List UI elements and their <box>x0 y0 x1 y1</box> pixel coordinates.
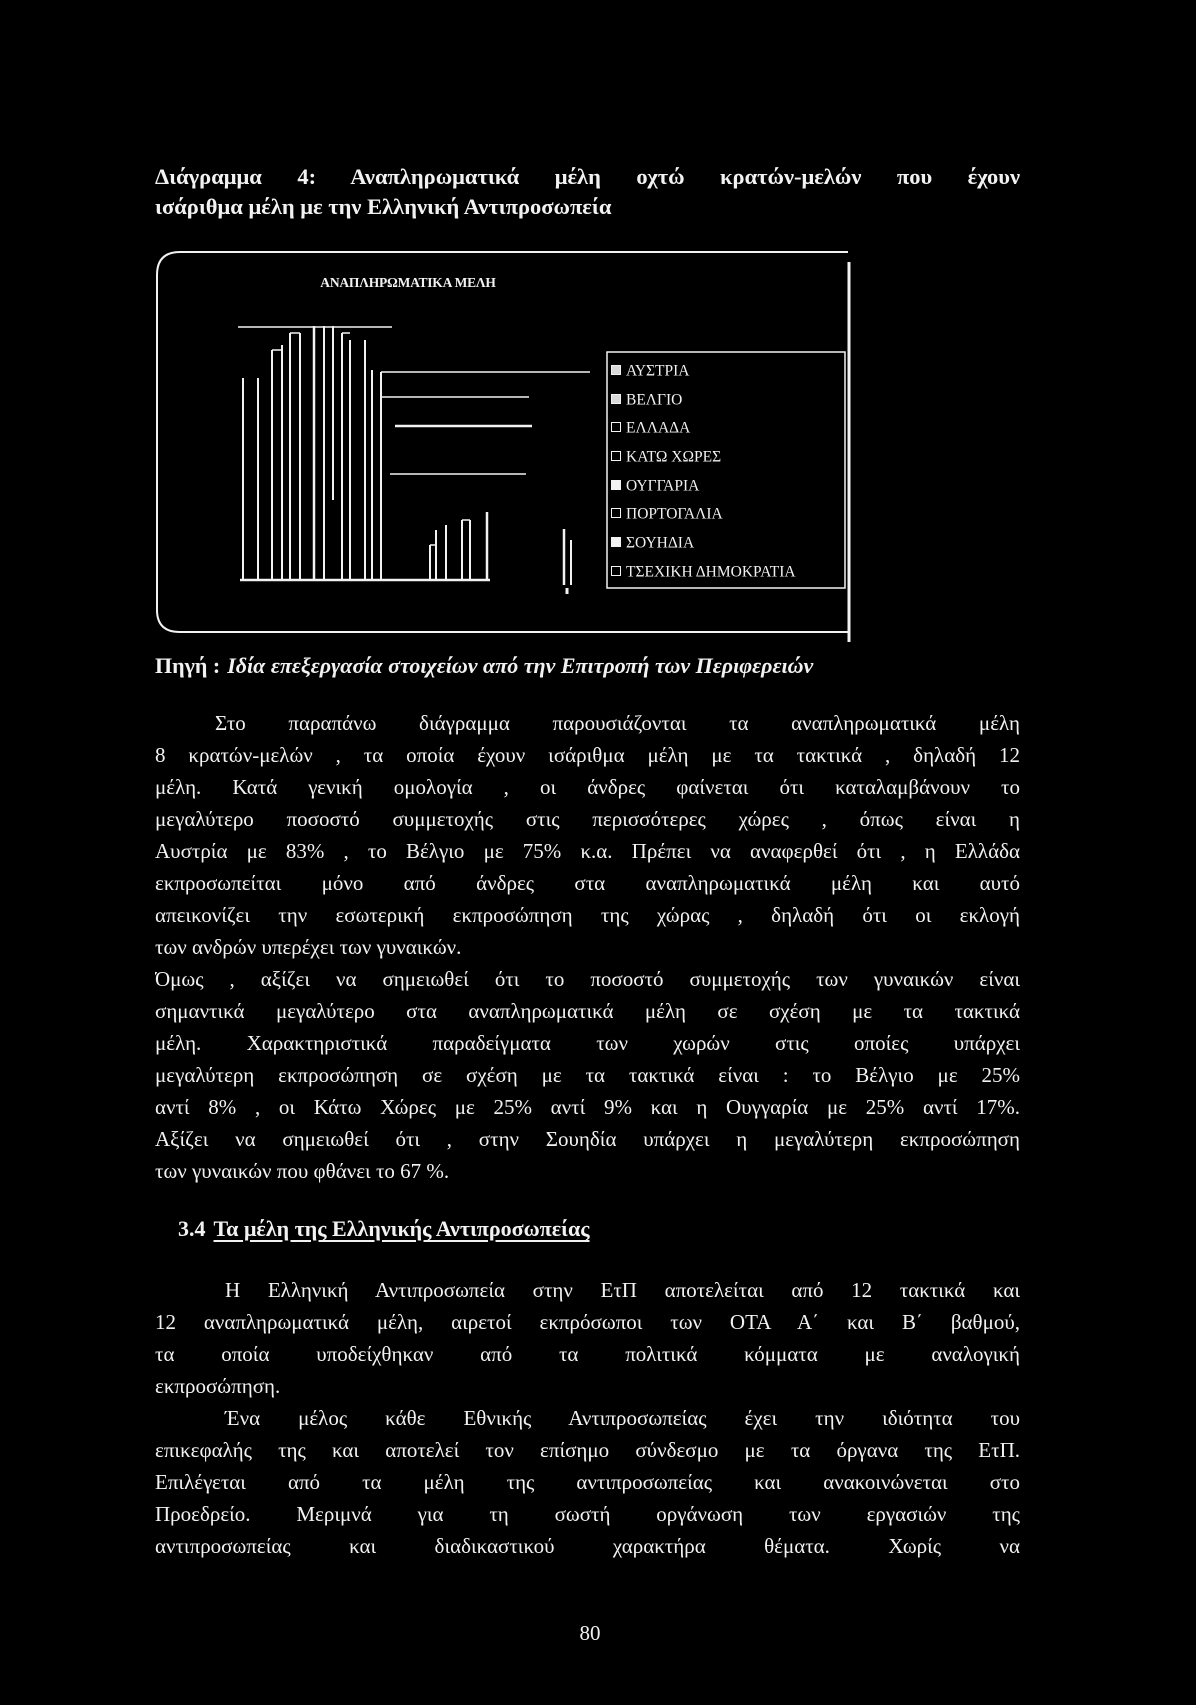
text-line: μέλη. Χαρακτηριστικά παραδείγματα των χωρών στις οποίες υπάρχει <box>155 1031 1020 1055</box>
legend-item <box>611 475 843 497</box>
section-title: Τα μέλη της Ελληνικής Αντιπροσωπείας <box>213 1216 590 1241</box>
text-line: εκπροσώπηση. <box>155 1374 281 1398</box>
legend-marker-icon <box>611 394 621 404</box>
text-line: των ανδρών υπερέχει των γυναικών. <box>155 935 462 959</box>
figure-caption <box>155 162 1020 222</box>
text-line: Όμως , αξίζει να σημειωθεί ότι το ποσοστό συμμετοχής των γυναικών είναι <box>155 967 1020 991</box>
text-line: Ένα μέλος κάθε Εθνικής Αντιπροσωπείας έχει την ιδιότητα του <box>225 1406 1020 1430</box>
text-line: Προεδρείο. Μεριμνά για τη σωστή οργάνωση των εργασιών της <box>155 1502 1020 1526</box>
text-line: 12 αναπληρωματικά μέλη, αιρετοί εκπρόσωποι των ΟΤΑ Α΄ και Β΄ βαθμού, <box>155 1310 1020 1334</box>
text-line: Στο παραπάνω διάγραμμα παρουσιάζονται τα αναπληρωματικά μέλη <box>215 711 1020 735</box>
legend-item <box>611 532 843 554</box>
text-line: εκπροσωπείται μόνο από άνδρες στα αναπληρωματικά μέλη και αυτό <box>155 871 1020 895</box>
text-line: επικεφαλής της και αποτελεί τον επίσημο σύνδεσμο με τα όργανα της ΕτΠ. <box>155 1438 1020 1462</box>
legend-marker-icon <box>611 537 621 547</box>
legend-label: ΤΣΕΧΙΚΗ ΔΗΜΟΚΡΑΤΙΑ <box>626 563 796 581</box>
text-line: 8 κρατών-μελών , τα οποία έχουν ισάριθμα μέλη με τα τακτικά , δηλαδή 12 <box>155 743 1020 767</box>
text-line: Αξίζει να σημειωθεί ότι , στην Σουηδία υπάρχει η μεγαλύτερη εκπροσώπηση <box>155 1127 1020 1151</box>
legend-item <box>611 561 843 583</box>
legend-label: ΑΥΣΤΡΙΑ <box>626 362 690 380</box>
section-number: 3.4 <box>178 1216 206 1241</box>
caption-line: Διάγραμμα 4: Αναπληρωματικά μέλη οχτώ κρατών-μελών που έχουν <box>155 164 1020 189</box>
paragraph <box>155 1274 1020 1402</box>
text-line: των γυναικών που φθάνει το 67 %. <box>155 1159 450 1183</box>
legend-marker-icon <box>611 422 621 432</box>
text-line: τα οποία υποδείχθηκαν από τα πολιτικά κόμματα με αναλογική <box>155 1342 1020 1366</box>
paragraph <box>155 707 1020 963</box>
page-number: 80 <box>579 1621 601 1645</box>
legend-marker-icon <box>611 480 621 490</box>
legend-label: ΕΛΛΑΔΑ <box>626 419 691 437</box>
source-label: Πηγή : <box>155 653 221 678</box>
legend-marker-icon <box>611 508 621 518</box>
paragraph <box>155 1402 1020 1562</box>
legend-label: ΚΑΤΩ ΧΩΡΕΣ <box>626 448 722 466</box>
text-line: αντιπροσωπείας και διαδικαστικού χαρακτήρα θέματα. Χωρίς να <box>155 1534 1020 1558</box>
text-line: απεικονίζει την εσωτερική εκπροσώπηση της χώρας , δηλαδή ότι οι εκλογή <box>155 903 1020 927</box>
chart-bars <box>238 326 590 594</box>
text-line: Αυστρία με 83% , το Βέλγιο με 75% κ.α. Πρέπει να αναφερθεί ότι , η Ελλάδα <box>155 839 1020 863</box>
section-heading <box>178 1213 590 1245</box>
figure-source <box>155 650 1020 682</box>
text-line: μεγαλύτερη εκπροσώπηση σε σχέση με τα τακτικά είναι : το Βέλγιο με 25% <box>155 1063 1020 1087</box>
source-line <box>155 650 1020 682</box>
legend-label: ΟΥΓΓΑΡΙΑ <box>626 477 700 495</box>
legend-label: ΠΟΡΤΟΓΑΛΙΑ <box>626 505 723 523</box>
figure-chart <box>150 244 860 644</box>
text-line: Επιλέγεται από τα μέλη της αντιπροσωπείας και ανακοινώνεται στο <box>155 1470 1020 1494</box>
legend-marker-icon <box>611 451 621 461</box>
text-line: αντί 8% , οι Κάτω Χώρες με 25% αντί 9% και η Ουγγαρία με 25% αντί 17%. <box>155 1095 1020 1119</box>
legend-item <box>611 417 843 439</box>
legend-marker-icon <box>611 566 621 576</box>
legend-label: ΣΟΥΗΔΙΑ <box>626 534 695 552</box>
legend-item <box>611 360 843 382</box>
text-line: Η Ελληνική Αντιπροσωπεία στην ΕτΠ αποτελείται από 12 τακτικά και <box>225 1278 1020 1302</box>
text-line: μέλη. Κατά γενική ομολογία , οι άνδρες φαίνεται ότι καταλαμβάνουν το <box>155 775 1020 799</box>
text-line: μεγαλύτερο ποσοστό συμμετοχής στις περισσότερες χώρες , όπως είναι η <box>155 807 1020 831</box>
legend-item <box>611 446 843 468</box>
legend-marker-icon <box>611 365 621 375</box>
legend-label: ΒΕΛΓΙΟ <box>626 391 683 409</box>
chart-title: ΑΝΑΠΛΗΡΩΜΑΤΙΚΑ ΜΕΛΗ <box>320 275 496 290</box>
legend-item <box>611 503 843 525</box>
legend-item <box>611 389 843 411</box>
paragraph <box>155 963 1020 1187</box>
source-text: Ιδία επεξεργασία στοιχείων από την Επιτροπή των Περιφερειών <box>227 653 814 678</box>
text-line: σημαντικά μεγαλύτερο στα αναπληρωματικά μέλη σε σχέση με τα τακτικά <box>155 999 1020 1023</box>
caption-line: ισάριθμα μέλη με την Ελληνική Αντιπροσωπεία <box>155 194 612 219</box>
